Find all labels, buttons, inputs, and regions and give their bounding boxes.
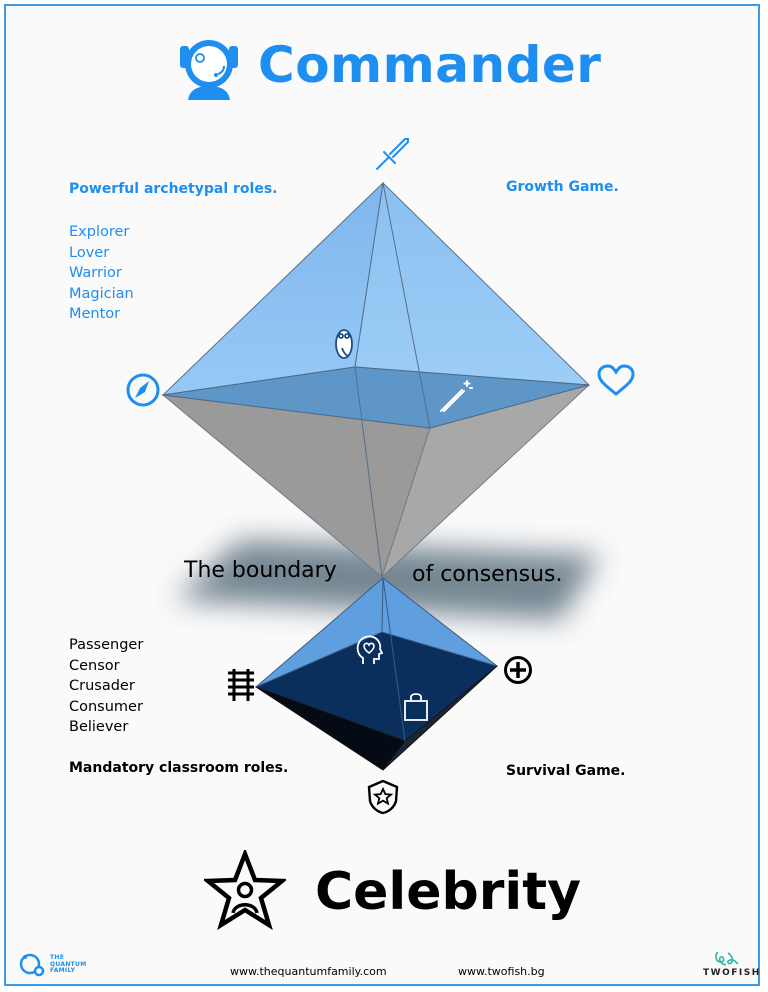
list-item: Censor <box>69 657 120 674</box>
footer-link-quantumfamily[interactable]: www.thequantumfamily.com <box>230 965 387 978</box>
lower-roles-list <box>69 635 143 738</box>
head-heart-icon <box>355 634 383 666</box>
owl-icon <box>332 322 356 362</box>
railway-track-icon <box>226 668 256 702</box>
star-person-icon <box>204 850 286 930</box>
quantum-family-logo-icon <box>18 952 46 978</box>
list-item: Warrior <box>69 265 122 282</box>
twofish-logo-icon <box>712 950 740 968</box>
upper-face-back <box>355 183 589 385</box>
magic-wand-icon <box>436 378 474 416</box>
list-item: Explorer <box>69 224 130 240</box>
list-item: Believer <box>69 719 129 736</box>
list-item: Magician <box>69 285 134 302</box>
list-item: Crusader <box>69 678 135 695</box>
page-title-commander: Commander <box>258 36 602 94</box>
heart-icon <box>596 364 636 398</box>
list-item: Consumer <box>69 698 143 715</box>
list-item: Passenger <box>69 637 144 653</box>
upper-left-heading: Powerful archetypal roles. <box>69 181 278 197</box>
lower-left-heading: Mandatory classroom roles. <box>69 760 289 776</box>
footer-link-twofish[interactable]: www.twofish.bg <box>458 965 545 978</box>
shopping-bag-icon <box>402 690 430 722</box>
list-item: Mentor <box>69 306 121 323</box>
boundary-label-left: The boundary <box>184 558 337 583</box>
sword-icon <box>372 134 412 174</box>
page-title-celebrity: Celebrity <box>315 862 581 922</box>
upper-face-left <box>163 183 383 395</box>
compass-icon <box>124 371 162 409</box>
boundary-label-right: of consensus. <box>412 562 563 587</box>
plus-circle-icon <box>503 655 533 685</box>
twofish-brand: TWOFISH <box>703 968 761 978</box>
star-shield-icon <box>366 779 400 815</box>
list-item: Lover <box>69 244 110 261</box>
upper-right-heading: Growth Game. <box>506 179 619 195</box>
quantum-family-brand: THE QUANTUM FAMILY <box>50 954 87 974</box>
lower-right-heading: Survival Game. <box>506 763 626 779</box>
